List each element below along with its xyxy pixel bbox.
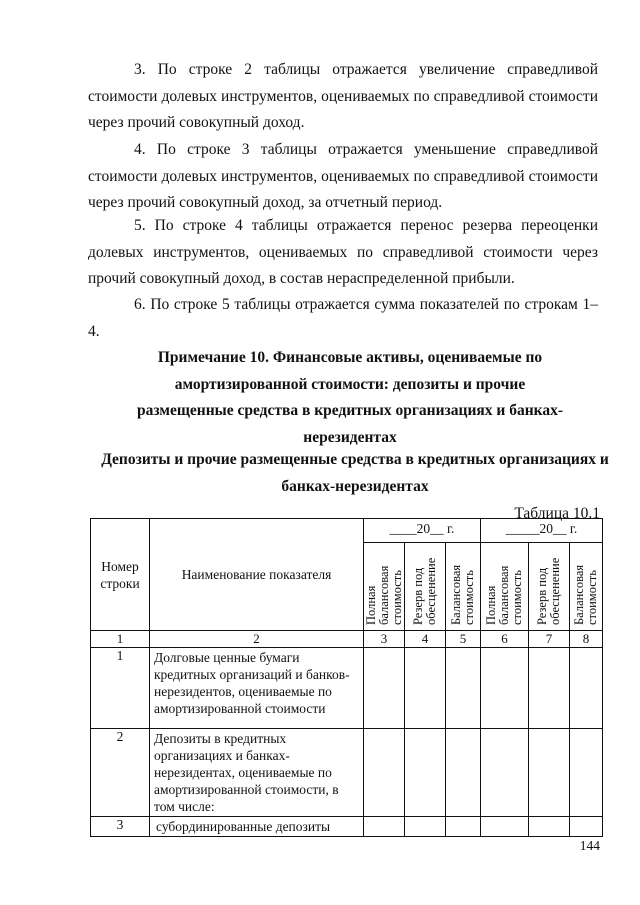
col-number: 6: [481, 631, 529, 648]
data-table: [90, 518, 603, 837]
subheader-impairment-2: Резерв под обесценение: [529, 543, 570, 631]
subheader-gross-value-1: Полная балансовая стоимость: [364, 543, 405, 631]
empty-cell: [570, 648, 603, 729]
col-number: 8: [570, 631, 603, 648]
empty-cell: [570, 817, 603, 837]
row-number: 3: [91, 817, 150, 837]
table-caption: Таблица 10.1: [514, 505, 600, 522]
header-row-number: Номер строки: [91, 519, 150, 631]
empty-cell: [446, 648, 481, 729]
table-row: [91, 648, 603, 729]
subheader-impairment-1: Резерв под обесценение: [405, 543, 446, 631]
empty-cell: [570, 729, 603, 817]
empty-cell: [529, 729, 570, 817]
empty-cell: [405, 817, 446, 837]
empty-cell: [405, 729, 446, 817]
empty-cell: [446, 729, 481, 817]
empty-cell: [481, 648, 529, 729]
table-row: [91, 729, 603, 817]
empty-cell: [364, 817, 405, 837]
paragraph-3: 3. По строке 2 таблицы отражается увеличение справедливой стоимости долевых инструментов, оцениваемых по справедливой стоимости через прочий совокупный доход.: [88, 61, 598, 131]
empty-cell: [446, 817, 481, 837]
subheader-carrying-value-1: Балансовая стоимость: [446, 543, 481, 631]
paragraph-6: 6. По строке 5 таблицы отражается сумма показателей по строкам 1–4.: [88, 296, 599, 340]
table-header-row: [91, 519, 603, 543]
row-name: Депозиты в кредитных организациях и банках-нерезидентах, оцениваемые по амортизированной стоимости, в том числе:: [150, 729, 364, 817]
col-number: 7: [529, 631, 570, 648]
note-heading: Примечание 10. Финансовые активы, оцениваемые по амортизированной стоимости: депозиты и прочие размещенные средства в кредитных организациях и банках-нерезидентах: [137, 349, 563, 446]
column-numbers-row: [91, 631, 603, 648]
header-year-1: ____20__ г.: [364, 519, 481, 543]
row-name: субординированные депозиты: [150, 817, 364, 837]
empty-cell: [364, 648, 405, 729]
empty-cell: [364, 729, 405, 817]
header-indicator-name: Наименование показателя: [150, 519, 364, 631]
paragraph-5: 5. По строке 4 таблицы отражается перенос резерва переоценки долевых инструментов, оцениваемых по справедливой стоимости через прочий совокупный доход, в состав нераспределенной прибыли.: [88, 217, 598, 287]
row-number: 1: [91, 648, 150, 729]
subheader-carrying-value-2: Балансовая стоимость: [570, 543, 603, 631]
empty-cell: [529, 648, 570, 729]
col-number: 5: [446, 631, 481, 648]
row-number: 2: [91, 729, 150, 817]
empty-cell: [405, 648, 446, 729]
row-name: Долговые ценные бумаги кредитных организаций и банков-нерезидентов, оцениваемые по амортизированной стоимости: [150, 648, 364, 729]
header-year-2: _____20__ г.: [481, 519, 603, 543]
col-number: 3: [364, 631, 405, 648]
page-number: 144: [579, 838, 600, 853]
col-number: 1: [91, 631, 150, 648]
empty-cell: [481, 817, 529, 837]
col-number: 4: [405, 631, 446, 648]
paragraph-4: 4. По строке 3 таблицы отражается уменьшение справедливой стоимости долевых инструментов, оцениваемых по справедливой стоимости через прочий совокупный доход, за отчетный период.: [88, 141, 599, 211]
empty-cell: [481, 729, 529, 817]
subheader-gross-value-2: Полная балансовая стоимость: [481, 543, 529, 631]
col-number: 2: [150, 631, 364, 648]
empty-cell: [529, 817, 570, 837]
table-title: Депозиты и прочие размещенные средства в кредитных организациях и банках-нерезидентах: [101, 451, 609, 495]
table-row: [91, 817, 603, 837]
